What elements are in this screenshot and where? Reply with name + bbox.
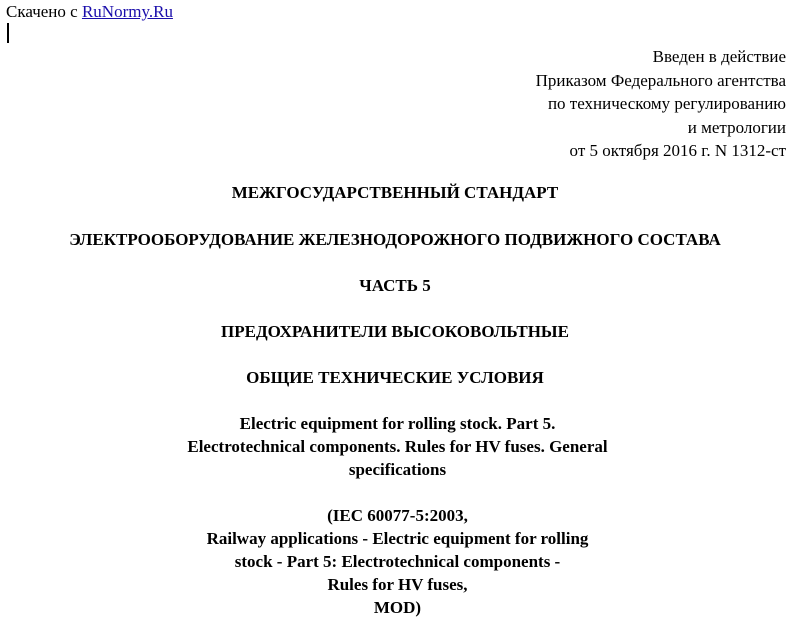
english-title <box>100 412 695 481</box>
approval-line: Введен в действие <box>652 47 786 66</box>
english-title-line: specifications <box>348 460 447 479</box>
document-title: ЭЛЕКТРООБОРУДОВАНИЕ ЖЕЛЕЗНОДОРОЖНОГО ПОДВИЖНОГО СОСТАВА <box>69 230 721 249</box>
approval-line: от 5 октября 2016 г. N 1312-ст <box>569 141 786 160</box>
reference-line: (IEC 60077-5:2003, <box>327 506 468 525</box>
source-prefix: Скачено с <box>6 2 82 21</box>
text-cursor <box>7 23 9 43</box>
runormy-link[interactable]: RuNormy.Ru <box>81 2 173 21</box>
standard-type-heading: МЕЖГОСУДАРСТВЕННЫЙ СТАНДАРТ <box>231 183 559 202</box>
iec-reference <box>100 504 695 619</box>
approval-block <box>536 45 786 163</box>
english-title-line: Electrotechnical components. Rules for HV fuses. General <box>187 437 608 456</box>
reference-line: Railway applications - Electric equipment for rolling <box>206 529 589 548</box>
part-heading: ЧАСТЬ 5 <box>359 276 431 295</box>
spec-heading: ОБЩИЕ ТЕХНИЧЕСКИЕ УСЛОВИЯ <box>246 368 544 387</box>
approval-line: Приказом Федерального агентства <box>535 70 786 90</box>
approval-line: и метрологии <box>687 117 786 137</box>
english-title-line: Electric equipment for rolling stock. Part 5. <box>239 414 556 433</box>
subtitle-heading: ПРЕДОХРАНИТЕЛИ ВЫСОКОВОЛЬТНЫЕ <box>221 322 569 341</box>
reference-line: MOD) <box>373 598 422 617</box>
approval-line: по техническому регулированию <box>547 94 786 113</box>
source-line <box>6 2 173 22</box>
reference-line: stock - Part 5: Electrotechnical components - <box>234 552 561 571</box>
reference-line: Rules for HV fuses, <box>327 575 468 594</box>
